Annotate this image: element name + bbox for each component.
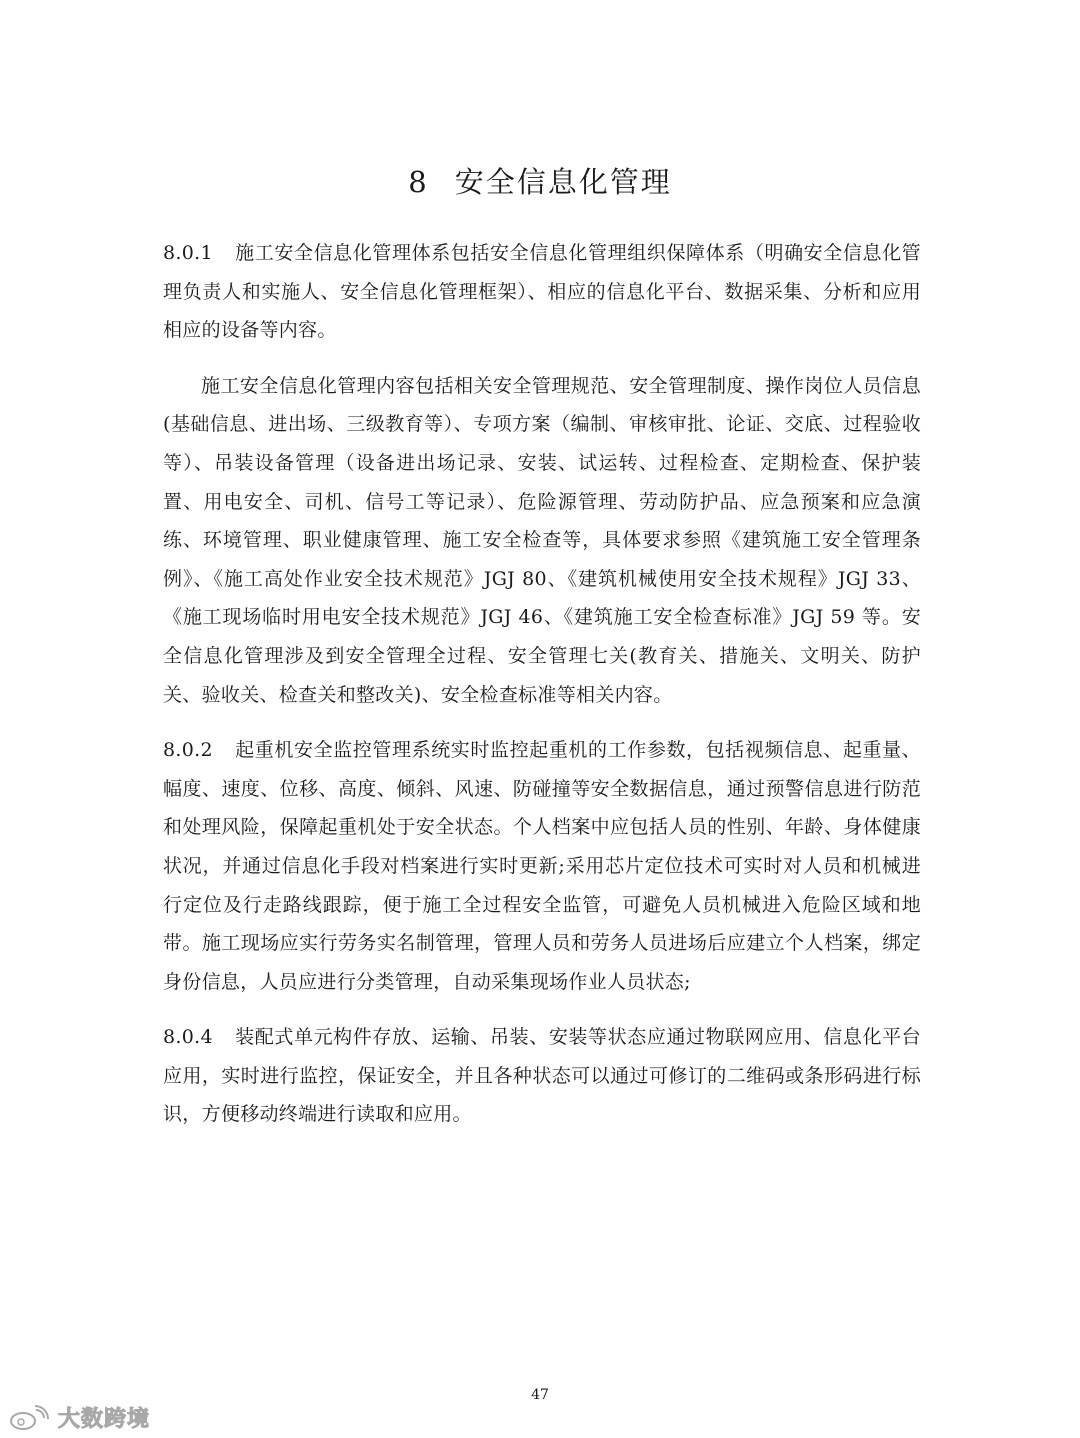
paragraph-text: 装配式单元构件存放、运输、吊装、安装等状态应通过物联网应用、信息化平台应用，实时进行监控，保证安全，并且各种状态可以通过可修订的二维码或条形码进行标识，方便移动终端进行读取和应用。 (163, 1026, 921, 1126)
clause-number: 8.0.4 (163, 1026, 213, 1049)
document-body (163, 234, 921, 1151)
page-title (0, 160, 1080, 201)
section-title: 安全信息化管理 (454, 165, 672, 199)
paragraph-8-0-4 (163, 1018, 921, 1134)
paragraph-8-0-2 (163, 731, 921, 1001)
clause-number: 8.0.1 (163, 242, 213, 264)
clause-number: 8.0.2 (163, 739, 213, 762)
watermark-text: 大数跨境 (58, 1407, 151, 1432)
paragraph-text: 施工安全信息化管理内容包括相关安全管理规范、安全管理制度、操作岗位人员信息(基础信息、进出场、三级教育等）、专项方案（编制、审核审批、论证、交底、过程验收等）、吊装设备管理（设备进出场记录、安装、试运转、过程检查、定期检查、保护装置、用电安全、司机、信号工等记录）、危险源管理、劳动防护品、应急预案和应急演练、环境管理、职业健康管理、施工安全检查等，具体要求参照《建筑施工安全管理条例》、《施工高处作业安全技术规范》JGJ 80、《建筑机械使用安全技术规程》JGJ 33、《施工现场临时用电安全技术规范》JGJ 46、《建筑施工安全检查标准》JGJ 59 等。安全信息化管理涉及到安全管理全过程、安全管理七关(教育关、措施关、文明关、防护关、验收关、检查关和整改关)、安全检查标准等相关内容。 (163, 374, 921, 706)
paragraph-text: 施工安全信息化管理体系包括安全信息化管理组织保障体系（明确安全信息化管理负责人和实施人、安全信息化管理框架）、相应的信息化平台、数据采集、分析和应用相应的设备等内容。 (163, 242, 921, 342)
page-number: 47 (531, 1387, 549, 1403)
paragraph-safety-content (163, 367, 921, 714)
paragraph-text: 起重机安全监控管理系统实时监控起重机的工作参数，包括视频信息、起重量、幅度、速度、位移、高度、倾斜、风速、防碰撞等安全数据信息，通过预警信息进行防范和处理风险，保障起重机处于安全状态。个人档案中应包括人员的性别、年龄、身体健康状况，并通过信息化手段对档案进行实时更新;采用芯片定位技术可实时对人员和机械进行定位及行走路线跟踪，便于施工全过程安全监管，可避免人员机械进入危险区域和地带。施工现场应实行劳务实名制管理，管理人员和劳务人员进场后应建立个人档案，绑定身份信息，人员应进行分类管理，自动采集现场作业人员状态; (163, 739, 921, 993)
section-number: 8 (408, 165, 429, 199)
weibo-logo-icon (8, 1404, 52, 1432)
paragraph-8-0-1 (163, 234, 921, 350)
watermark (8, 1402, 150, 1433)
